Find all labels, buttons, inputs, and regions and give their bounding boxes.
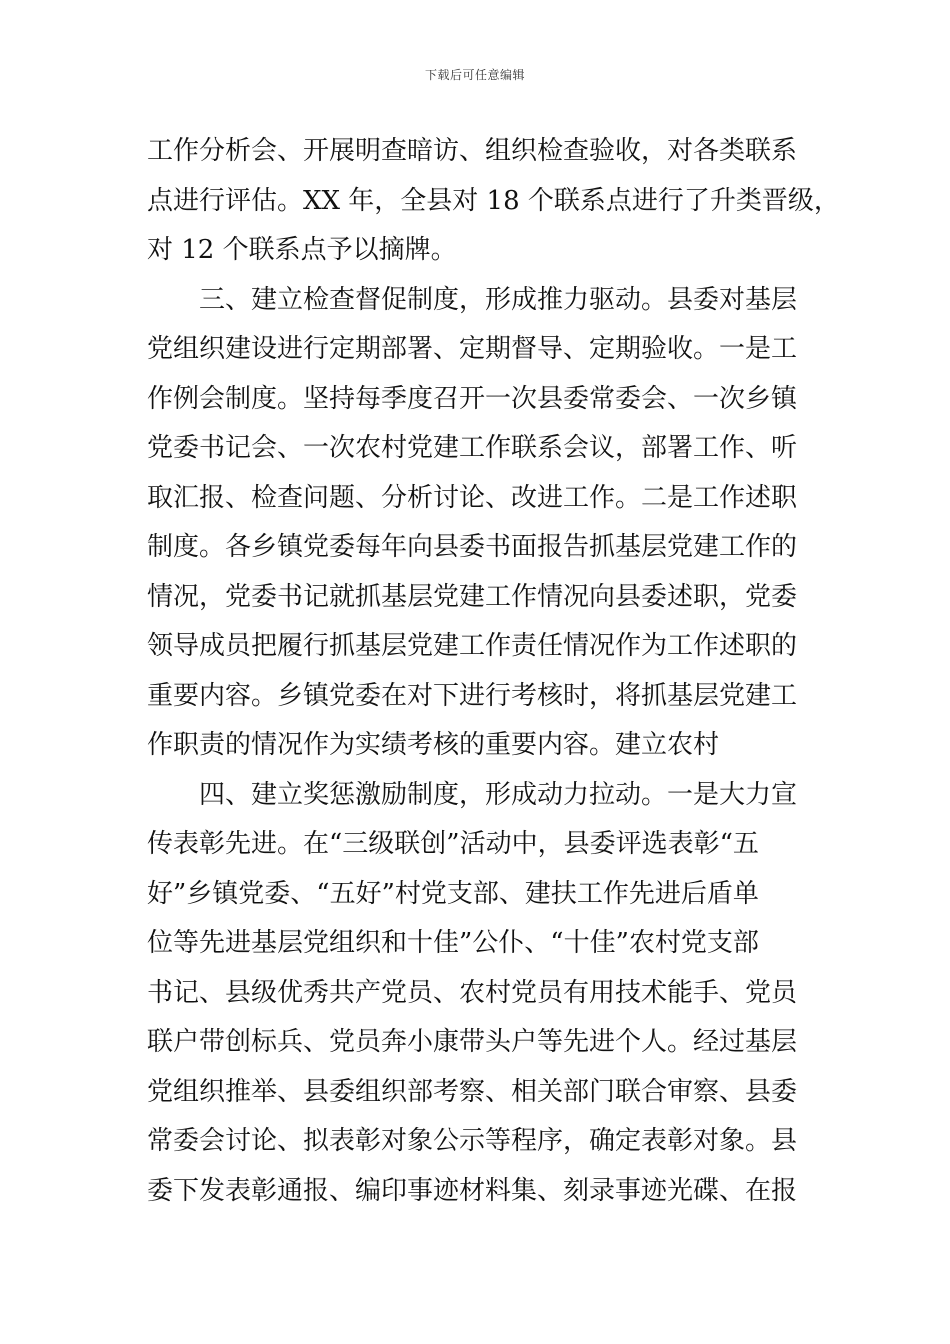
text-line: 制度。各乡镇党委每年向县委书面报告抓基层党建工作的: [147, 532, 798, 562]
text-line: 委下发表彰通报、编印事迹材料集、刻录事迹光碟、在报: [147, 1175, 798, 1206]
text-line: 党组织建设进行定期部署、定期督导、定期验收。一是工: [147, 334, 798, 364]
text-line: 取汇报、检查问题、分析讨论、改进工作。二是工作述职: [147, 482, 798, 513]
text-line: 重要内容。乡镇党委在对下进行考核时，将抓基层党建工: [147, 680, 798, 711]
text-line: 联户带创标兵、党员奔小康带头户等先进个人。经过基层: [147, 1027, 798, 1057]
text-line: 好”乡镇党委、“五好”村党支部、建扶工作先进后盾单: [147, 878, 759, 909]
header-note: 下载后可任意编辑: [424, 68, 525, 82]
text-line: 常委会讨论、拟表彰对象公示等程序，确定表彰对象。县: [147, 1126, 798, 1156]
text-line: 对 12 个联系点予以摘牌。: [147, 235, 457, 265]
text-line: 党组织推举、县委组织部考察、相关部门联合审察、县委: [147, 1076, 798, 1107]
paragraph-start-line: 三、建立检查督促制度，形成推力驱动。县委对基层: [199, 284, 798, 315]
text-line: 工作分析会、开展明查暗访、组织检查验收，对各类联系: [147, 136, 798, 166]
paragraph-start-line: 四、建立奖惩激励制度，形成动力拉动。一是大力宣: [199, 779, 798, 810]
text-line: 党委书记会、一次农村党建工作联系会议，部署工作、听: [147, 433, 798, 463]
text-line: 作例会制度。坚持每季度召开一次县委常委会、一次乡镇: [147, 383, 798, 414]
text-line: 情况，党委书记就抓基层党建工作情况向县委述职，党委: [147, 581, 798, 612]
text-line: 传表彰先进。在“三级联创”活动中，县委评选表彰“五: [147, 829, 759, 859]
text-line: 领导成员把履行抓基层党建工作责任情况作为工作述职的: [147, 631, 798, 661]
text-line: 作职责的情况作为实绩考核的重要内容。建立农村: [147, 730, 720, 760]
text-line: 点进行评估。XX 年，全县对 18 个联系点进行了升类晋级，: [147, 185, 840, 216]
text-line: 书记、县级优秀共产党员、农村党员有用技术能手、党员: [147, 977, 798, 1008]
text-line: 位等先进基层党组织和十佳”公仆、“十佳”农村党支部: [147, 928, 759, 958]
document-body: [147, 127, 840, 1216]
